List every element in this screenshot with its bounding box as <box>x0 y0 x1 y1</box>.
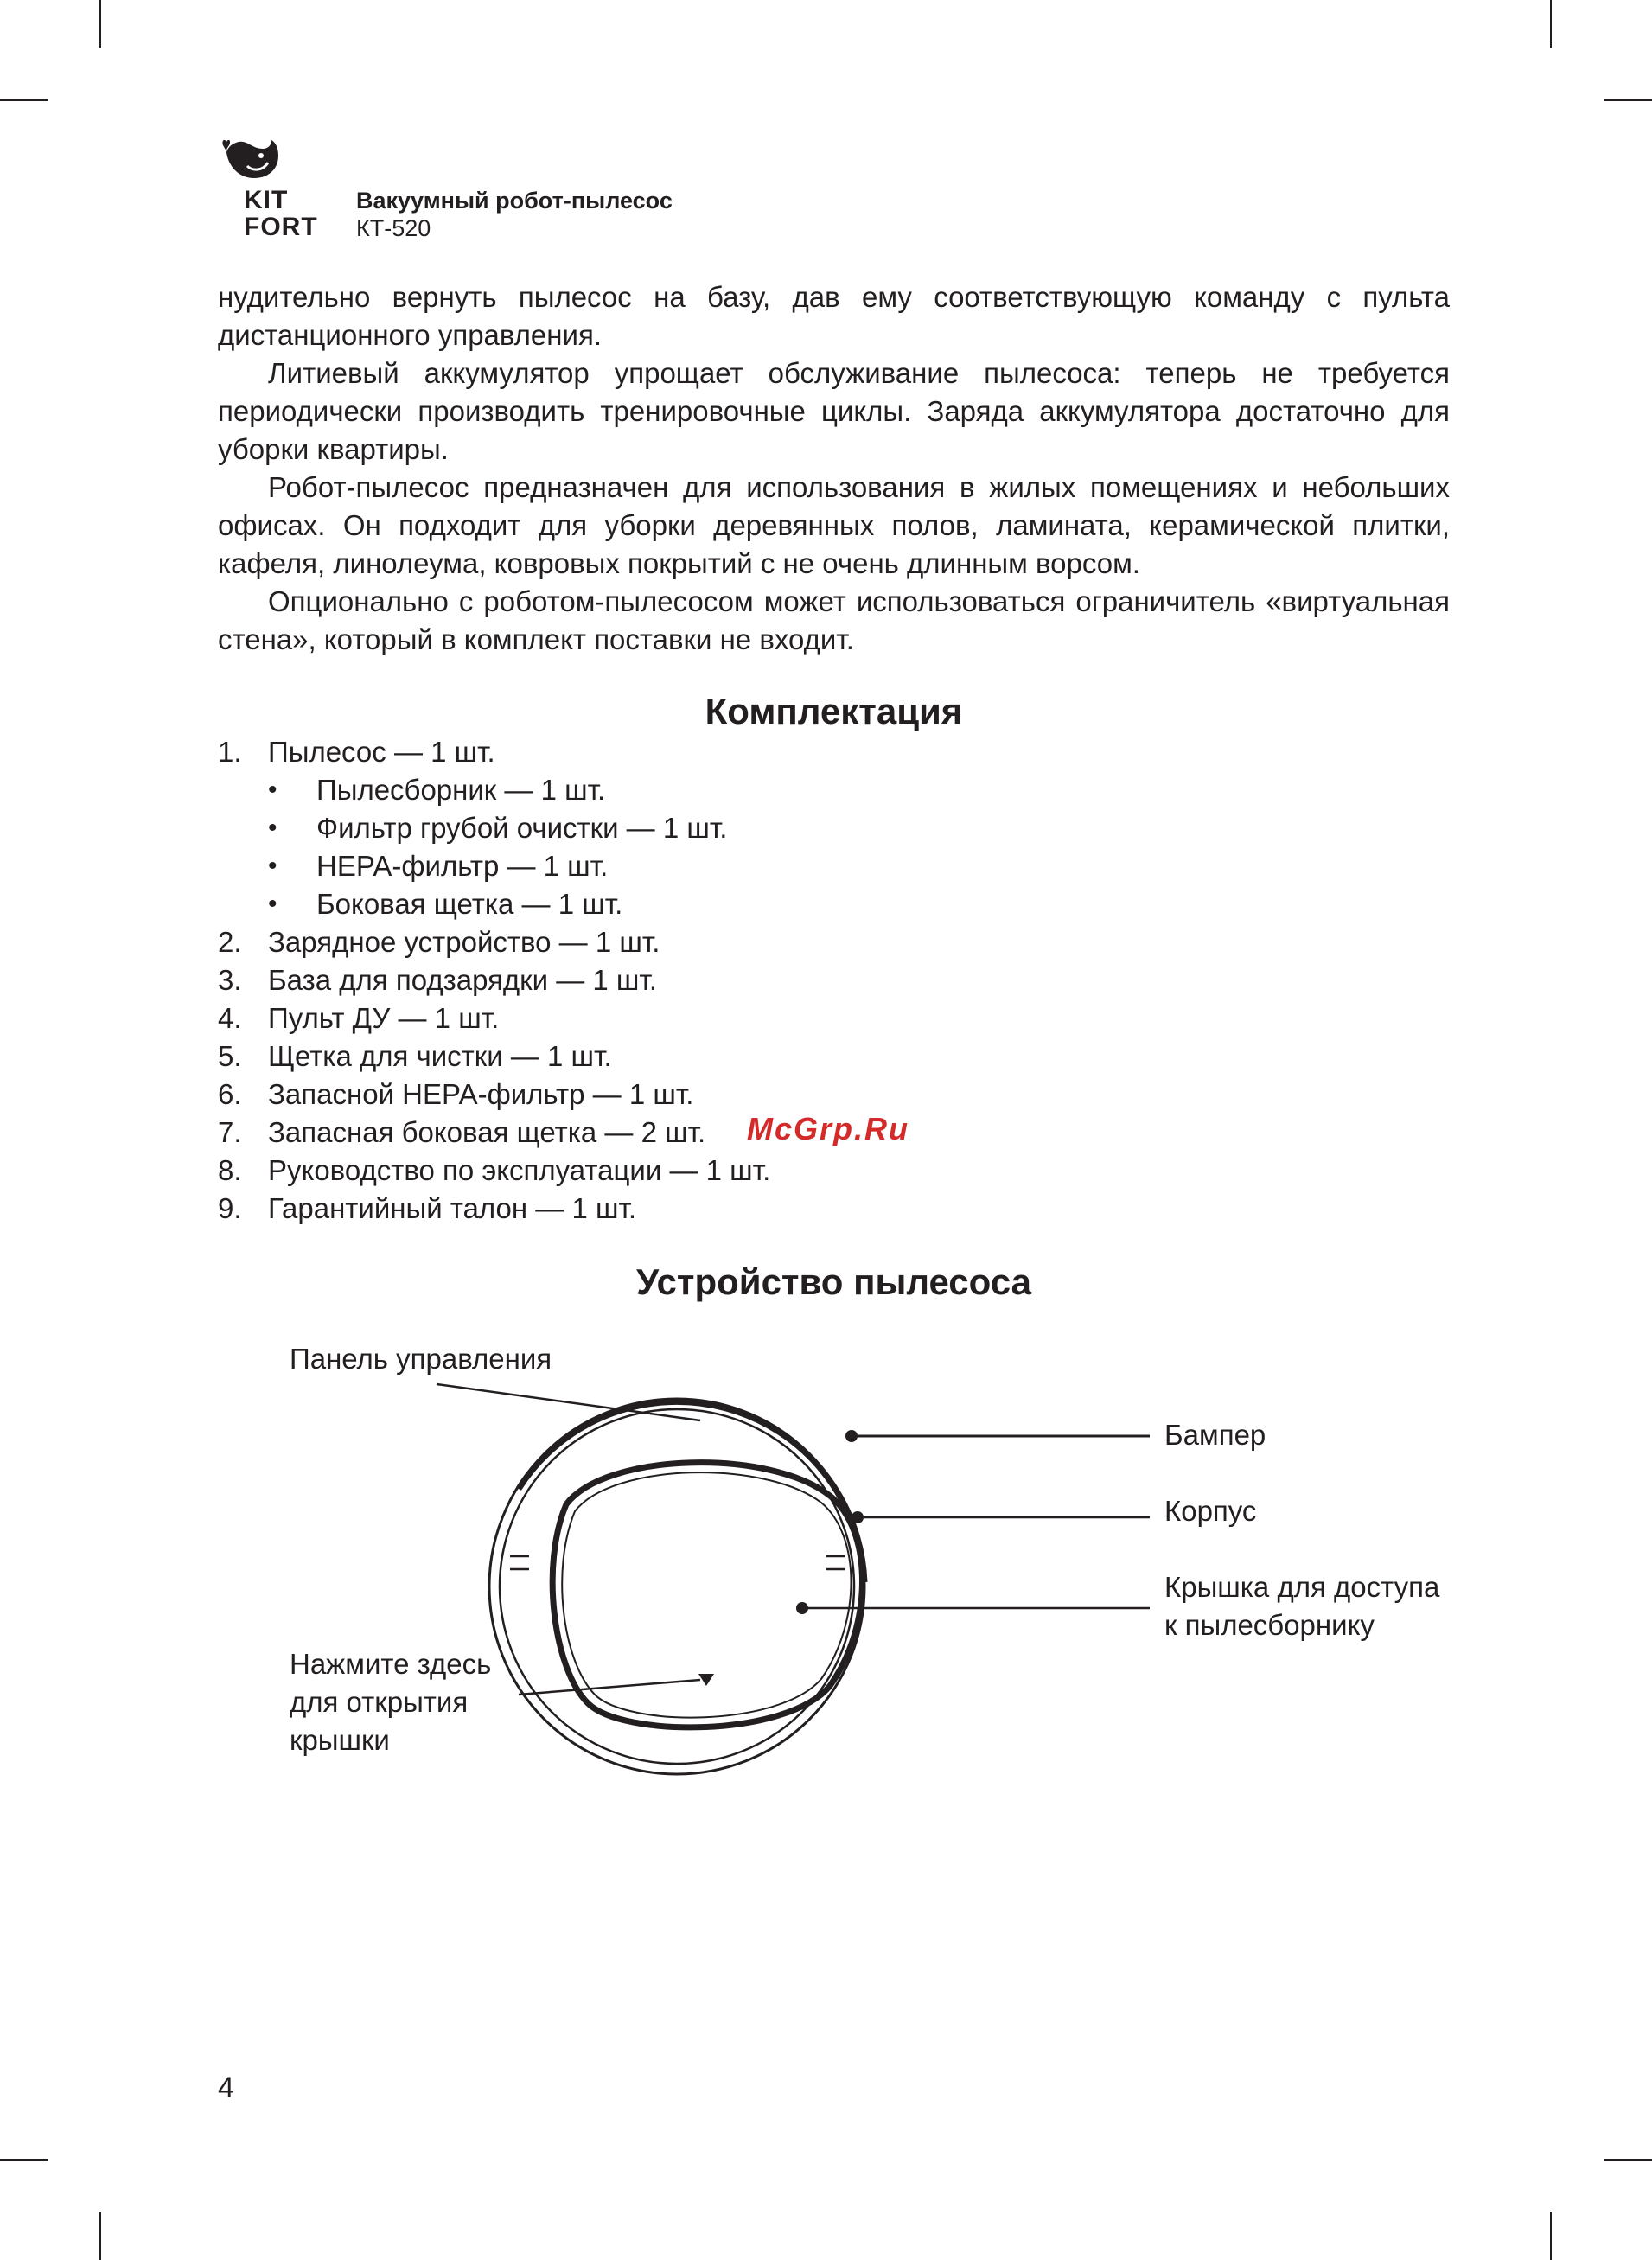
page-number: 4 <box>218 2072 234 2104</box>
paragraph: нудительно вернуть пылесос на базу, дав ему соответствующую команду с пульта дистанционного управления. <box>218 281 1450 351</box>
list-item-text: Щетка для чистки — 1 шт. <box>268 1040 612 1072</box>
bumper-thick-arc <box>519 1401 864 1582</box>
list-item <box>218 999 1082 1037</box>
label-control-panel: Панель управления <box>290 1343 552 1375</box>
press-arrow-icon <box>698 1674 714 1686</box>
label-lid-line2: к пылесборнику <box>1164 1609 1375 1641</box>
list-marker: 8. <box>218 1154 242 1186</box>
list-marker: 9. <box>218 1192 242 1224</box>
list-item <box>218 809 1082 847</box>
label-bumper: Бампер <box>1164 1419 1266 1451</box>
rim-notch <box>510 1556 845 1569</box>
bullet-icon: • <box>268 852 277 880</box>
list-item <box>218 961 1082 999</box>
bullet-icon: • <box>268 890 277 918</box>
marker-dot <box>852 1511 864 1523</box>
list-item-text: Фильтр грубой очистки — 1 шт. <box>316 812 728 844</box>
logo-line-fort: FORT <box>244 213 318 241</box>
bullet-icon: • <box>268 776 277 804</box>
product-title: Вакуумный робот-пылесос <box>356 188 673 214</box>
watermark-text: McGrp.Ru <box>747 1111 910 1146</box>
paragraph: Робот-пылесос предназначен для использования в жилых помещениях и небольших офисах. Он подходит для уборки деревянных полов, ламината, керамической плитки, кафеля, линолеума, ковровых покрытий с не очень длинным ворсом. <box>218 471 1450 579</box>
list-marker: 3. <box>218 964 242 996</box>
robot-vacuum-diagram <box>0 1323 1652 1790</box>
list-marker: 1. <box>218 736 242 768</box>
paragraph: Литиевый аккумулятор упрощает обслуживание пылесоса: теперь не требуется периодически производить тренировочные циклы. Заряда аккумулятора достаточно для уборки квартиры. <box>218 357 1450 465</box>
crop-mark <box>0 2159 48 2161</box>
product-model: КТ-520 <box>356 215 431 241</box>
whale-logo-icon <box>218 137 280 187</box>
list-marker: 5. <box>218 1040 242 1072</box>
logo-line-kit: KIT <box>244 186 289 214</box>
label-lid-line1: Крышка для доступа <box>1164 1571 1440 1603</box>
section-title-contents: Комплектация <box>705 691 963 731</box>
list-item-text: Боковая щетка — 1 шт. <box>316 888 623 920</box>
list-item-text: Запасная боковая щетка — 2 шт. <box>268 1116 706 1148</box>
list-marker: 6. <box>218 1078 242 1110</box>
list-item <box>218 771 1082 809</box>
list-item-text: Пылесборник — 1 шт. <box>316 774 606 806</box>
crop-mark <box>99 2212 101 2260</box>
paragraph: Опционально с роботом-пылесосом может использоваться ограничитель «виртуальная стена», который в комплект поставки не входит. <box>218 585 1450 655</box>
list-item <box>218 1152 1082 1190</box>
brand-logo-text <box>244 187 318 240</box>
marker-dot <box>796 1602 808 1614</box>
marker-dot <box>845 1430 858 1442</box>
list-marker: 2. <box>218 926 242 958</box>
label-press-line3: крышки <box>290 1724 390 1756</box>
list-item-text: Руководство по эксплуатации — 1 шт. <box>268 1154 771 1186</box>
list-item-text: HEPA-фильтр — 1 шт. <box>316 850 609 882</box>
list-item-text: Пылесос — 1 шт. <box>268 736 495 768</box>
crop-mark <box>99 0 101 48</box>
bullet-icon: • <box>268 814 277 842</box>
list-item-text: Гарантийный талон — 1 шт. <box>268 1192 637 1224</box>
device-diagram <box>0 1323 1652 1790</box>
list-item-text: Пульт ДУ — 1 шт. <box>268 1002 500 1034</box>
list-marker: 7. <box>218 1116 242 1148</box>
list-item <box>218 1114 1082 1152</box>
list-item <box>218 885 1082 923</box>
list-item <box>218 733 1082 771</box>
section-title-device: Устройство пылесоса <box>636 1261 1031 1302</box>
contents-list <box>218 733 1082 1228</box>
list-item <box>218 923 1082 961</box>
list-item <box>218 1037 1082 1076</box>
crop-mark <box>0 99 48 101</box>
label-press-line1: Нажмите здесь <box>290 1648 492 1680</box>
list-marker: 4. <box>218 1002 242 1034</box>
list-item-text: Зарядное устройство — 1 шт. <box>268 926 660 958</box>
crop-mark <box>1550 0 1552 48</box>
page-header <box>218 137 823 249</box>
leader-press <box>519 1680 700 1695</box>
list-item <box>218 847 1082 885</box>
list-item-text: Запасной HEPA-фильтр — 1 шт. <box>268 1078 694 1110</box>
label-press-line2: для открытия <box>290 1686 469 1718</box>
label-body: Корпус <box>1164 1495 1257 1527</box>
list-item-text: База для подзарядки — 1 шт. <box>268 964 658 996</box>
intro-text <box>218 278 1450 659</box>
crop-mark <box>1604 99 1652 101</box>
list-item <box>218 1076 1082 1114</box>
list-item <box>218 1190 1082 1228</box>
crop-mark <box>1550 2212 1552 2260</box>
crop-mark <box>1604 2159 1652 2161</box>
